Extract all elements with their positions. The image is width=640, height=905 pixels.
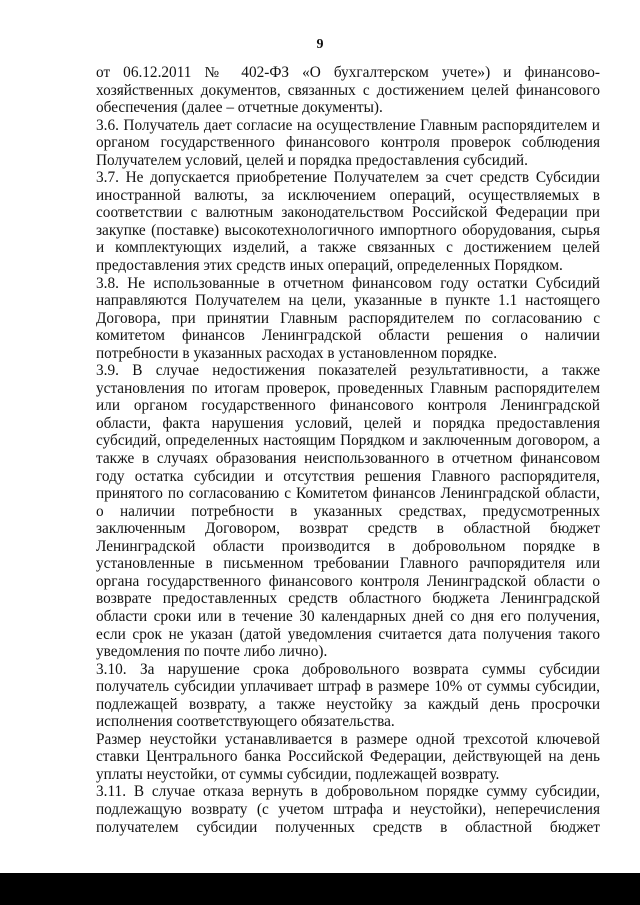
page-number: 9 <box>316 37 324 52</box>
paragraph-penalty-size: Размер неустойки устанавливается в размере одной трехсотой ключевой ставки Центрального банка Российской Федерации, действующей на день уплаты неустойки, от суммы субсидии, подлежащей возврату. <box>96 730 600 783</box>
paragraph-3-9: 3.9. В случае недостижения показателей результативности, а также установления по итогам проверок, проведенных Главным распорядителем или органом государственного финансового контроля Ленинградской области, факта нарушения условий, целей и порядка предоставления субсидий, определенных настоящим Порядком и заключенным договором, а также в случаях образования неиспользованного в отчетном финансовом году остатка субсидии и отсутствия решения Главного распорядителя, принятого по согласованию с Комитетом финансов Ленинградской области, о наличии потребности в указанных средствах, предусмотренных заключенным Договором, возврат средств в областной бюджет Ленинградской области производится в добровольном порядке в установленные в письменном требовании Главного рачпорядителя или органа государственного финансового контроля Ленинградской области о возврате предоставленных средств областного бюджета Ленинградской области сроки или в течение 30 календарных дней со дня его получения, если срок не указан (датой уведомления считается дата получения такого уведомления по почте либо лично). <box>96 362 600 661</box>
scan-bottom-border <box>0 873 640 905</box>
paragraph-continuation: от 06.12.2011 № 402-ФЗ «О бухгалтерском учете») и финансово-хозяйственных документов, связанных с достижением целей финансового обеспечения (далее – отчетные документы). <box>96 64 600 117</box>
paragraph-3-6: 3.6. Получатель дает согласие на осуществление Главным распорядителем и органом государственного финансового контроля проверок соблюдения Получателем условий, целей и порядка предоставления субсидий. <box>96 116 600 169</box>
paragraph-3-11: 3.11. В случае отказа вернуть в добровольном порядке сумму субсидии, подлежащую возврату (с учетом штрафа и неустойки), неперечисления получателем субсидии полученных средств в областной бюджет <box>96 783 600 836</box>
document-body <box>96 64 600 836</box>
paragraph-3-10: 3.10. За нарушение срока добровольного возврата суммы субсидии получатель субсидии уплачивает штраф в размере 10% от суммы субсидии, подлежащей возврату, а также неустойку за каждый день просрочки исполнения соответствующего обязательства. <box>96 660 600 731</box>
paragraph-3-7: 3.7. Не допускается приобретение Получателем за счет средств Субсидии иностранной валюты, за исключением операций, осуществляемых в соответствии с валютным законодательством Российской Федерации при закупке (поставке) высокотехнологичного импортного оборудования, сырья и комплектующих изделий, а также связанных с достижением целей предоставления этих средств иных операций, определенных Порядком. <box>96 169 600 275</box>
paragraph-3-8: 3.8. Не использованные в отчетном финансовом году остатки Субсидий направляются Получателем на цели, указанные в пункте 1.1 настоящего Договора, при принятии Главным распорядителем по согласованию с комитетом финансов Ленинградской области решения о наличии потребности в указанных расходах в установленном порядке. <box>96 274 600 362</box>
